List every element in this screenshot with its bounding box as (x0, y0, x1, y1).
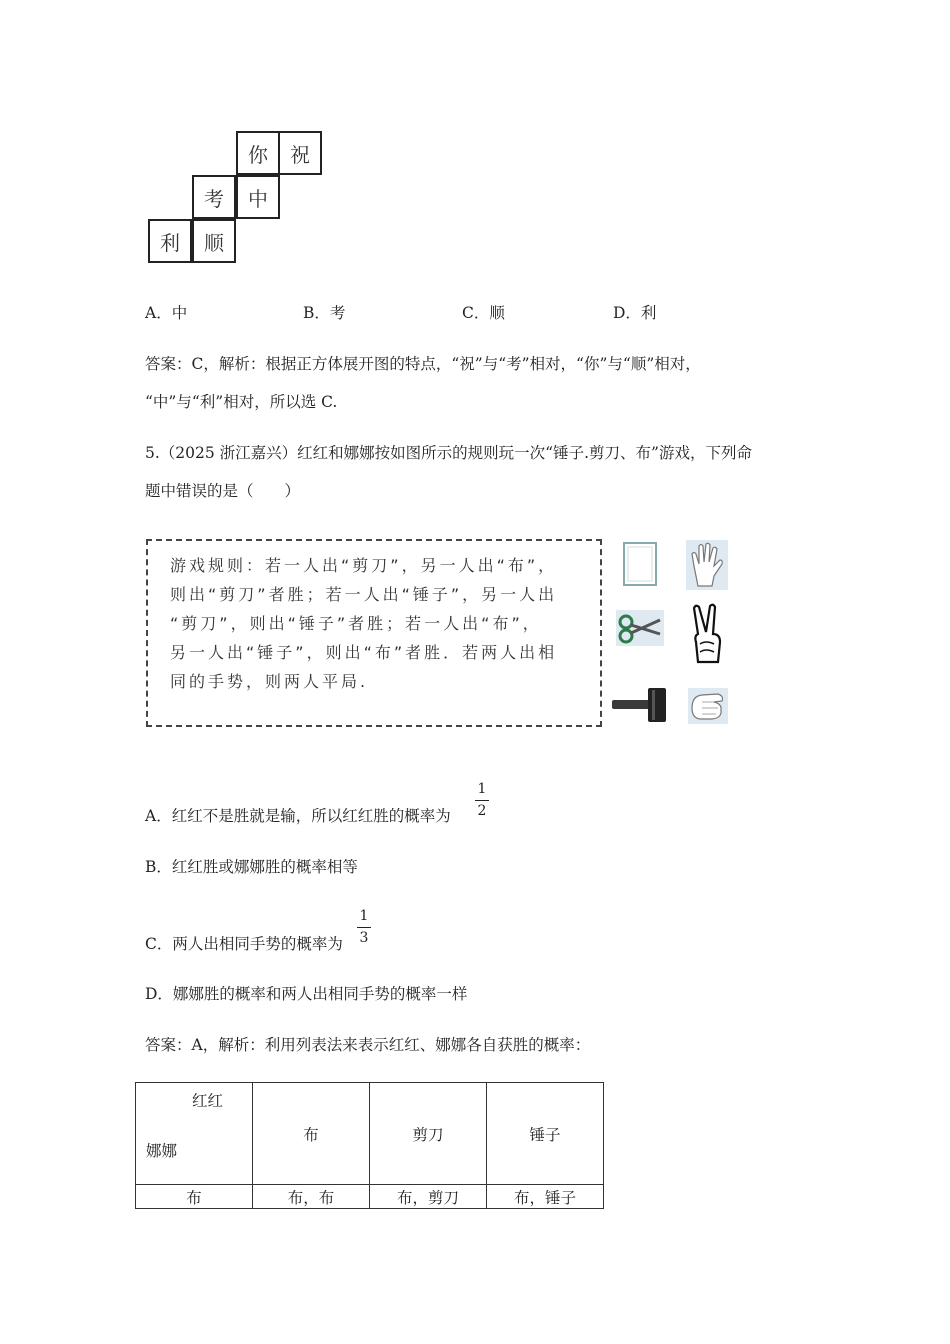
game-rules-text (170, 551, 590, 696)
scissors-icon (616, 610, 664, 646)
fraction-one-half (475, 781, 489, 821)
q5-option-b: B．红红胜或娜娜胜的概率相等 (145, 858, 358, 876)
fraction-numerator: 1 (359, 908, 369, 924)
q4-option-c: C．顺 (462, 304, 505, 322)
fraction-denominator: 3 (359, 930, 369, 946)
corner-label-honghong: 红红 (192, 1092, 224, 1110)
table-header-cell: 布 (253, 1083, 370, 1185)
q4-option-b: B．考 (303, 304, 346, 322)
rules-line: 则出“剪刀”者胜；若一人出“锤子”，另一人出 (170, 585, 558, 604)
q4-answer-line1: 答案：C，解析：根据正方体展开图的特点，“祝”与“考”相对，“你”与“顺”相对， (145, 355, 701, 373)
q4-option-d: D．利 (613, 304, 657, 322)
corner-label-nana: 娜娜 (146, 1142, 178, 1160)
q4-option-a: A．中 (145, 304, 188, 322)
rules-line: 游戏规则：若一人出“剪刀”，另一人出“布”， (170, 556, 558, 575)
net-cell-kao: 考 (192, 175, 236, 219)
q5-option-d: D．娜娜胜的概率和两人出相同手势的概率一样 (145, 985, 468, 1003)
rules-line: 另一人出“锤子”，则出“布”者胜．若两人出相 (170, 643, 558, 662)
table-row-label: 布 (136, 1185, 253, 1209)
table-row (136, 1185, 604, 1209)
victory-hand-icon (688, 602, 728, 670)
table-corner-cell (136, 1083, 253, 1185)
rules-line: “剪刀”，则出“锤子”者胜；若一人出“布”， (170, 614, 542, 633)
q5-option-a: A．红红不是胜就是输，所以红红胜的概率为 (145, 807, 451, 825)
table-header-cell: 剪刀 (370, 1083, 487, 1185)
fraction-bar (475, 800, 489, 801)
net-cell-shun: 顺 (192, 219, 236, 263)
net-cell-zhong: 中 (236, 175, 280, 219)
q5-stem-line2: 题中错误的是（ ） (145, 482, 301, 500)
paper-icon (620, 540, 660, 588)
table-cell: 布，布 (253, 1185, 370, 1209)
net-cell-ni: 你 (236, 131, 280, 175)
q5-stem-line1: 5.（2025 浙江嘉兴）红红和娜娜按如图所示的规则玩一次“锤子.剪刀、布”游戏，下列命 (145, 444, 752, 462)
hammer-icon (612, 686, 670, 724)
table-cell: 布，锤子 (487, 1185, 604, 1209)
rules-line: 同的手势，则两人平局. (170, 672, 369, 691)
q4-answer-line2: “中”与“利”相对，所以选 C. (145, 393, 338, 411)
fraction-bar (357, 927, 371, 928)
q5-answer: 答案：A，解析：利用列表法来表示红红、娜娜各自获胜的概率： (145, 1036, 591, 1054)
game-rules-box (146, 539, 602, 727)
open-hand-icon (686, 540, 728, 590)
outcome-table (135, 1082, 604, 1209)
net-cell-li: 利 (148, 219, 192, 263)
fist-icon (688, 688, 728, 724)
fraction-denominator: 2 (477, 803, 487, 819)
fraction-one-third (357, 908, 371, 948)
fraction-numerator: 1 (477, 781, 487, 797)
table-cell: 布，剪刀 (370, 1185, 487, 1209)
q5-option-c: C．两人出相同手势的概率为 (145, 935, 343, 953)
table-header-row (136, 1083, 604, 1185)
net-cell-zhu: 祝 (278, 131, 322, 175)
table-header-cell: 锤子 (487, 1083, 604, 1185)
